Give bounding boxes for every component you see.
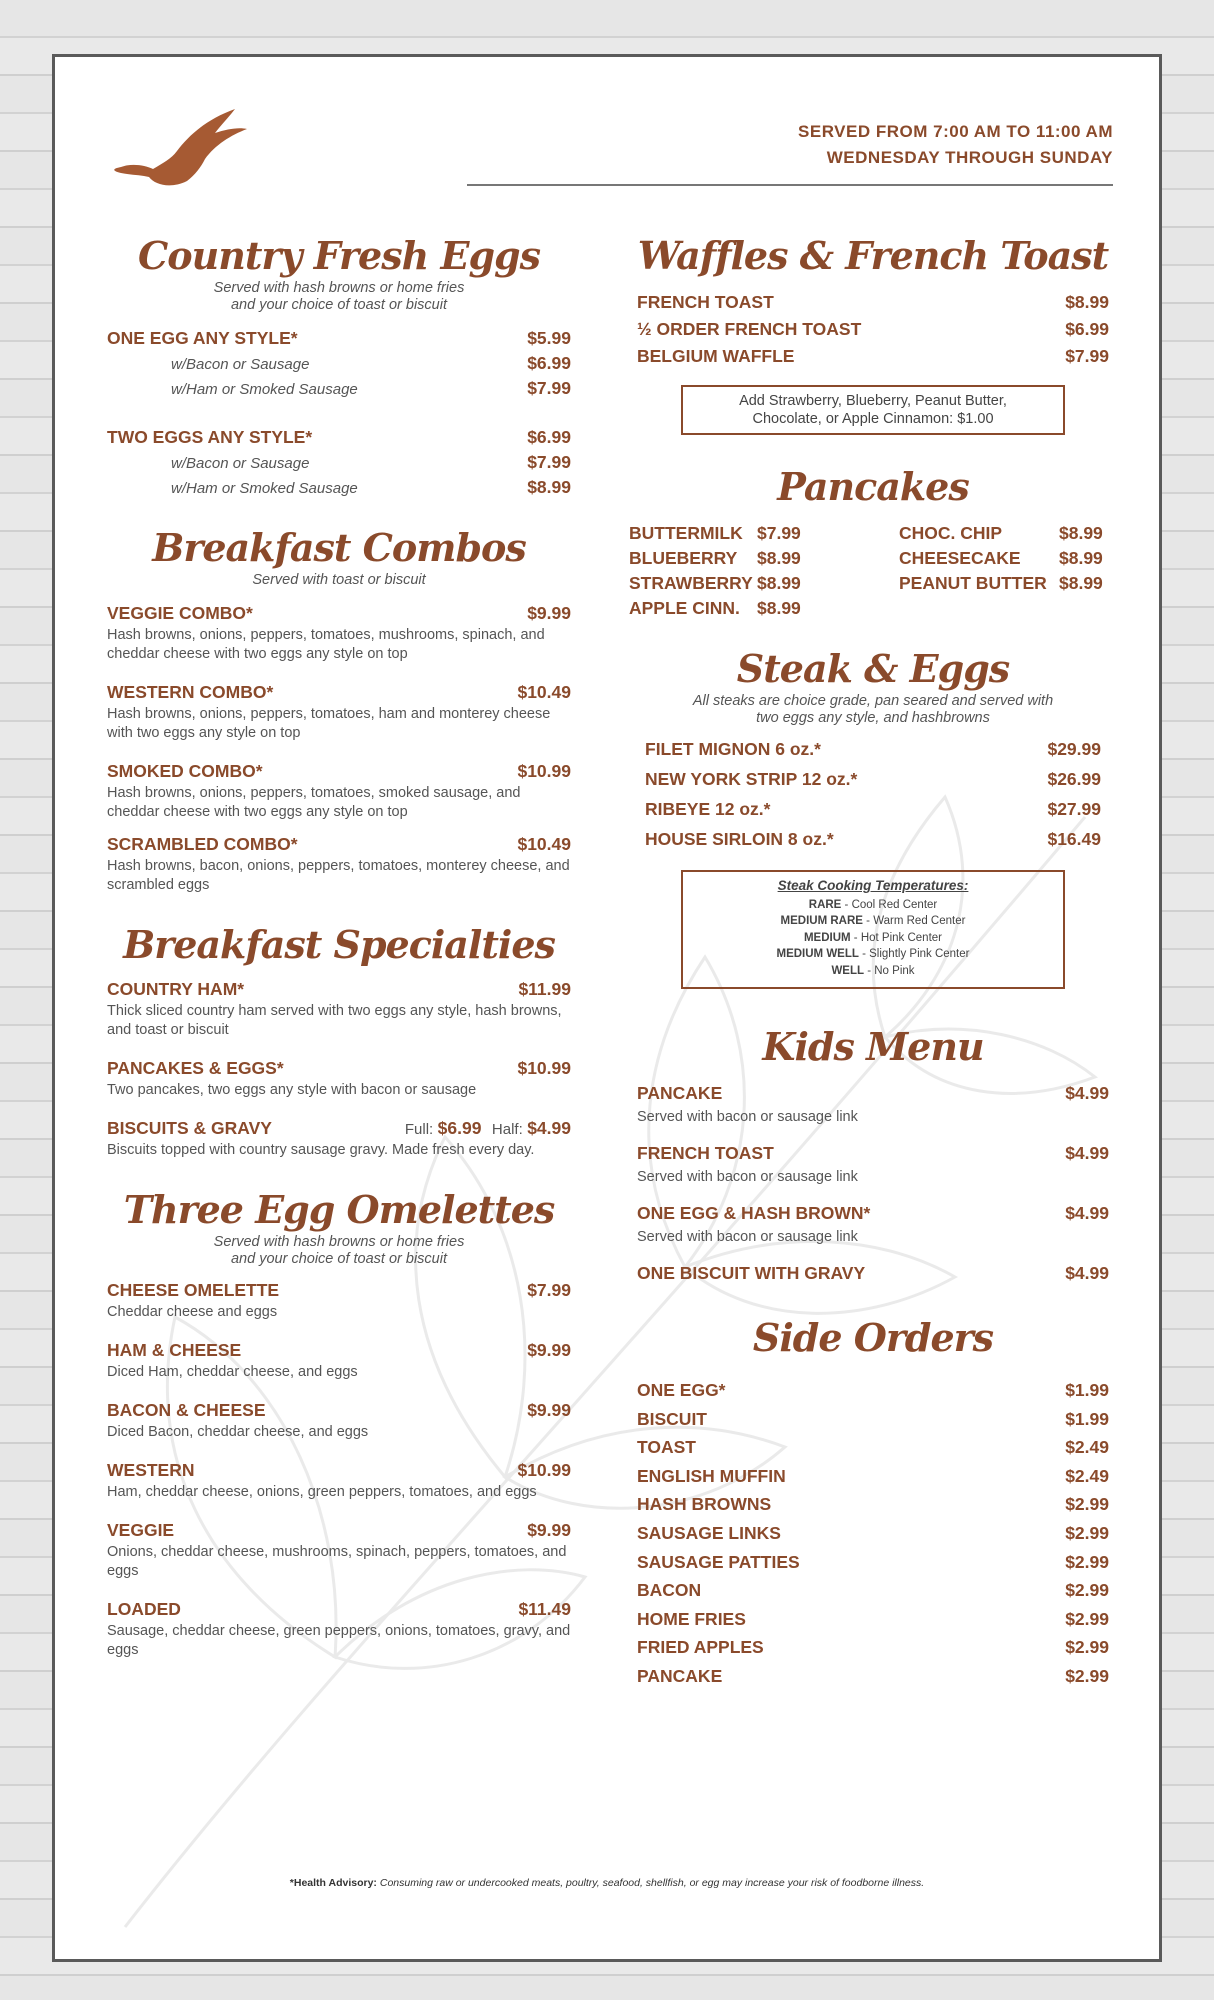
addon-price: $7.99 [527,452,571,472]
item-price: $16.49 [1047,829,1101,849]
menu-item [637,319,1109,340]
item-name: HOUSE SIRLOIN 8 oz.* [645,829,834,849]
item-description: Served with bacon or sausage link [637,1109,858,1125]
section-subtitle [629,693,1117,727]
item-name: ONE EGG ANY STYLE* [107,328,298,348]
item-name: SCRAMBLED COMBO* [107,834,298,854]
pancake-name: CHOC. CHIP [899,523,1003,543]
item-list [629,1376,1117,1691]
temp-desc: - Slightly Pink Center [858,948,970,960]
item-name: ONE EGG* [637,1380,726,1400]
temp-row [689,946,1057,963]
health-advisory [55,1877,1159,1889]
pancake-price: $7.99 [757,523,801,543]
item-name: COUNTRY HAM* [107,979,245,999]
item-price: $11.99 [518,979,571,999]
item-name: HASH BROWNS [637,1494,772,1515]
item-description: Diced Ham, cheddar cheese, and eggs [107,1364,358,1380]
menu-item [637,1376,1109,1405]
right-column [629,232,1117,1691]
section-title: Breakfast Specialties [123,922,555,967]
item-name: FILET MIGNON 6 oz.* [645,739,821,759]
subtitle-line: All steaks are choice grade, pan seared and served with [692,693,1054,709]
item-name: ONE BISCUIT WITH GRAVY [637,1263,866,1283]
item-description: Hash browns, onions, peppers, tomatoes, ham and monterey cheese with two eggs any style on top [107,706,551,741]
item-price: $10.99 [517,761,571,781]
pancake-price: $8.99 [1059,548,1103,568]
item-name: ½ ORDER FRENCH TOAST [637,319,862,339]
pancake-price: $8.99 [1059,523,1103,543]
item-name: HOME FRIES [637,1608,746,1629]
item-description: Thick sliced country ham served with two eggs any style, hash browns, and toast or biscuit [107,1003,562,1038]
section-subtitle [107,1234,571,1268]
item-name: ONE EGG & HASH BROWN* [637,1203,871,1223]
menu-item [645,829,1101,850]
section-title: Country Fresh Eggs [138,233,540,278]
item-description: Sausage, cheddar cheese, green peppers, onions, tomatoes, gravy, and eggs [107,1623,571,1658]
item-name: VEGGIE COMBO* [107,603,253,623]
addon-price: $7.99 [527,378,571,398]
item-price: $9.99 [527,603,571,623]
item-price: $2.49 [1065,1437,1109,1458]
pancake-name: BLUEBERRY [629,548,738,568]
item-price: $4.99 [1065,1203,1109,1223]
temp-row [689,913,1057,930]
item-price: $2.99 [1065,1665,1109,1686]
item-description: Cheddar cheese and eggs [107,1304,278,1320]
item-price: $4.99 [1065,1143,1109,1163]
section-side-orders [629,1314,1117,1691]
section-title: Kids Menu [762,1024,984,1069]
menu-item [637,1405,1109,1434]
addon-name: w/Bacon or Sausage [171,455,310,472]
item-price: $27.99 [1047,799,1101,819]
menu-card [52,54,1162,1962]
service-hours [798,119,1113,171]
item-price: $10.99 [517,1058,571,1078]
addon-line: Add Strawberry, Blueberry, Peanut Butter, [739,393,1007,409]
pancake-name: CHEESECAKE [899,548,1021,568]
addon-price: $8.99 [527,477,571,497]
item-name: LOADED [107,1599,181,1619]
item-name: VEGGIE [107,1520,175,1540]
item-name: FRENCH TOAST [637,292,774,312]
pancake-name: STRAWBERRY [629,573,753,593]
menu-item [637,1548,1109,1577]
section-title: Waffles & French Toast [637,233,1109,278]
item-name: PANCAKES & EGGS* [107,1058,284,1078]
pancake-grid [629,523,1117,619]
item-name: PANCAKE [637,1665,723,1686]
item-price: $2.99 [1065,1637,1109,1658]
section-title: Three Egg Omelettes [123,1187,555,1232]
temps-title: Steak Cooking Temperatures: [777,878,969,893]
temp-row [689,930,1057,947]
item-price: $10.99 [517,1460,571,1480]
pancake-name: BUTTERMILK [629,523,743,543]
item-price: $10.49 [517,682,571,702]
menu-item [637,346,1109,367]
section-breakfast-specialties [107,921,571,1160]
menu-item [637,1605,1109,1634]
item-description: Diced Bacon, cheddar cheese, and eggs [107,1424,369,1440]
item-description: Ham, cheddar cheese, onions, green peppers, tomatoes, and eggs [107,1484,537,1500]
menu-item [107,1058,571,1100]
item-price: $9.99 [527,1340,571,1360]
temp-level: RARE [808,898,842,911]
pancake-name: APPLE CINN. [629,598,740,618]
menu-item-biscuits-gravy [107,1118,571,1160]
item-price: $2.99 [1065,1494,1109,1515]
item-price: $29.99 [1047,739,1101,759]
item-name: SAUSAGE LINKS [637,1522,781,1543]
half-label: Half: [491,1121,523,1138]
menu-item [637,292,1109,313]
item-price: $4.99 [1065,1263,1109,1283]
item-price: $1.99 [1065,1408,1109,1429]
item-price: $1.99 [1065,1380,1109,1400]
temp-level: MEDIUM [803,931,851,944]
section-title: Breakfast Combos [152,525,526,570]
addon-price: $6.99 [527,353,571,373]
subtitle-line: and your choice of toast or biscuit [230,297,447,313]
item-name: BACON [637,1580,702,1601]
item-price: $9.99 [527,1400,571,1420]
item-name: WESTERN COMBO* [107,682,274,702]
item-name: TOAST [637,1437,696,1458]
menu-item [107,1400,571,1442]
item-description: Served with bacon or sausage link [637,1169,858,1185]
addon-line: Chocolate, or Apple Cinnamon: $1.00 [752,411,994,427]
subtitle-line: two eggs any style, and hashbrowns [756,710,990,726]
item-description: Hash browns, onions, peppers, tomatoes, mushrooms, spinach, and cheddar cheese with two eggs any style on top [107,627,545,662]
item-price: $26.99 [1047,769,1101,789]
item-name: FRIED APPLES [637,1637,764,1658]
menu-item [645,769,1101,790]
section-waffles-french-toast [629,232,1117,435]
advisory-label: *Health Advisory: [289,1877,377,1889]
temp-desc: - Warm Red Center [862,915,966,927]
item-price: $2.99 [1065,1522,1109,1543]
section-kids-menu [629,1023,1117,1284]
subtitle-line: and your choice of toast or biscuit [230,1251,447,1267]
section-country-fresh-eggs [107,232,571,498]
item-name: BISCUIT [637,1408,707,1429]
item-price: $2.99 [1065,1608,1109,1629]
item-description: Biscuits topped with country sausage gravy. Made fresh every day. [107,1142,535,1158]
temp-row [689,963,1057,980]
item-list [629,292,1117,367]
menu-item [107,834,571,895]
menu-item [637,1462,1109,1491]
half-price: $4.99 [527,1118,571,1138]
temp-row [689,897,1057,914]
item-price: $10.49 [517,834,571,854]
temp-desc: - Cool Red Center [841,898,938,911]
menu-item [107,1520,571,1581]
service-hours-line2: WEDNESDAY THROUGH SUNDAY [826,148,1113,167]
menu-item [645,739,1101,760]
item-price: $4.99 [1065,1083,1109,1103]
menu-item [637,1203,1109,1247]
section-title: Side Orders [752,1315,994,1360]
addon-name: w/Ham or Smoked Sausage [171,381,358,398]
item-name: RIBEYE 12 oz.* [645,799,771,819]
menu-item [107,328,571,399]
item-price: $6.99 [1065,319,1109,339]
menu-item [107,1280,571,1322]
menu-item [107,761,571,822]
menu-item [637,1662,1109,1691]
item-name: FRENCH TOAST [637,1143,774,1163]
menu-item [107,682,571,743]
temp-level: MEDIUM WELL [776,948,859,960]
pancake-name: PEANUT BUTTER [899,573,1047,593]
addon-name: w/Ham or Smoked Sausage [171,480,358,497]
item-price-options [405,1118,571,1139]
item-name: NEW YORK STRIP 12 oz.* [645,769,858,789]
item-name: ENGLISH MUFFIN [637,1465,786,1486]
section-pancakes [629,463,1117,619]
pancake-price: $8.99 [757,573,801,593]
menu-item [637,1433,1109,1462]
item-price: $6.99 [527,427,571,447]
menu-item [645,799,1101,820]
item-description: Onions, cheddar cheese, mushrooms, spinach, peppers, tomatoes, and eggs [107,1544,567,1579]
menu-item [107,603,571,664]
item-name: WESTERN [107,1460,195,1480]
item-price: $8.99 [1065,292,1109,312]
temp-desc: - Hot Pink Center [850,931,943,944]
section-title: Steak & Eggs [736,646,1010,691]
menu-item [107,427,571,498]
item-price: $2.49 [1065,1465,1109,1486]
menu-item [107,1599,571,1660]
full-label: Full: [404,1121,434,1138]
item-name: BACON & CHEESE [107,1400,266,1420]
temp-level: WELL [831,964,865,977]
item-price: $5.99 [527,328,571,348]
menu-item [637,1490,1109,1519]
menu-item [637,1143,1109,1187]
item-name: CHEESE OMELETTE [107,1280,280,1300]
menu-item [107,1340,571,1382]
waffle-addon-box [681,385,1065,435]
item-name: HAM & CHEESE [107,1340,242,1360]
item-price: $9.99 [527,1520,571,1540]
pancake-price: $8.99 [1059,573,1103,593]
item-name: BELGIUM WAFFLE [637,346,795,366]
pancake-price: $8.99 [757,548,801,568]
item-list [629,739,1117,850]
item-description: Served with bacon or sausage link [637,1229,858,1245]
steak-temperature-box [681,870,1065,989]
section-steak-eggs [629,645,1117,989]
menu-item [637,1576,1109,1605]
item-price: $7.99 [1065,346,1109,366]
item-list [629,1083,1117,1284]
item-name: BISCUITS & GRAVY [107,1118,272,1138]
item-description: Hash browns, onions, peppers, tomatoes, smoked sausage, and cheddar cheese with two eggs any style on top [107,785,521,820]
section-subtitle [107,280,571,314]
left-column [107,232,571,1660]
subtitle-line: Served with hash browns or home fries [213,280,465,296]
temp-level: MEDIUM RARE [780,915,863,927]
header-divider [467,184,1113,186]
section-breakfast-combos [107,524,571,895]
goose-logo-icon [111,105,251,195]
addon-name: w/Bacon or Sausage [171,356,310,373]
item-name: SAUSAGE PATTIES [637,1551,800,1572]
menu-item [637,1633,1109,1662]
subtitle-line: Served with hash browns or home fries [213,1234,465,1250]
service-hours-line1: SERVED FROM 7:00 AM TO 11:00 AM [798,122,1113,141]
section-subtitle: Served with toast or biscuit [252,572,426,588]
advisory-text: Consuming raw or undercooked meats, poultry, seafood, shellfish, or egg may increase your risk of foodborne illness. [376,1877,925,1889]
item-price: $2.99 [1065,1580,1109,1601]
item-price: $11.49 [518,1599,571,1619]
menu-item [637,1519,1109,1548]
item-name: TWO EGGS ANY STYLE* [107,427,313,447]
section-three-egg-omelettes [107,1186,571,1660]
item-name: SMOKED COMBO* [107,761,263,781]
menu-item [107,1460,571,1502]
item-description: Two pancakes, two eggs any style with bacon or sausage [107,1082,477,1098]
item-description: Hash browns, bacon, onions, peppers, tomatoes, monterey cheese, and scrambled eggs [107,858,570,893]
item-name: PANCAKE [637,1083,723,1103]
item-price: $2.99 [1065,1551,1109,1572]
menu-item [107,979,571,1040]
temp-desc: - No Pink [864,964,915,977]
pancake-price: $8.99 [757,598,801,618]
menu-item [637,1263,1109,1284]
menu-item [637,1083,1109,1127]
item-price: $7.99 [527,1280,571,1300]
section-title: Pancakes [777,464,969,509]
full-price: $6.99 [437,1118,482,1138]
